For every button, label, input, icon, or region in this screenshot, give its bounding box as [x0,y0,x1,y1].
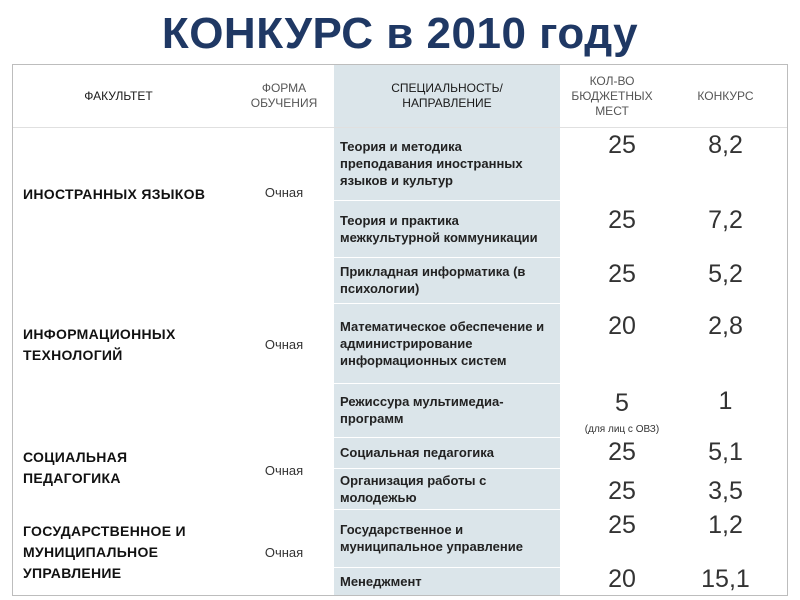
header-competition: КОНКУРС [697,88,754,103]
form-information-technologies: Очная [264,337,304,352]
faculty-information-technologies: ИНФОРМАЦИОННЫХ ТЕХНОЛОГИЙ [23,325,176,363]
specialty-cell: Теория и практика межкультурной коммуникации [340,212,538,245]
faculty-state-municipal-management: ГОСУДАРСТВЕННОЕ И МУНИЦИПАЛЬНОЕ УПРАВЛЕНИЕ [23,522,186,581]
budget-places-value: 5 [615,389,629,417]
specialty-cell: Теория и методика преподавания иностранных языков и культур [340,139,523,188]
competition-value: 5,1 [708,438,743,466]
specialty-cell: Прикладная информатика (в психологии) [340,264,526,296]
header-form: ФОРМА ОБУЧЕНИЯ [250,81,318,110]
budget-places-value: 25 [608,438,636,466]
specialty-cell: Социальная педагогика [340,445,494,460]
competition-value: 1 [718,387,733,415]
specialty-cell: Режиссура мультимедиа-программ [340,394,504,426]
faculty-social-pedagogy: СОЦИАЛЬНАЯ ПЕДАГОГИКА [23,449,128,486]
specialty-cell: Государственное и муниципальное управление [340,522,523,554]
budget-places-value: 25 [608,206,636,234]
page-title: КОНКУРС в 2010 году [161,9,639,58]
budget-places-value: 25 [608,511,636,539]
competition-value: 1,2 [708,511,743,539]
competition-value: 7,2 [708,206,743,234]
specialty-cell: Математическое обеспечение и администрирование информационных систем [340,318,545,368]
competition-value: 8,2 [708,131,743,159]
competition-value: 5,2 [708,260,743,288]
competition-table [12,64,788,596]
form-social-pedagogy: Очная [264,462,304,478]
budget-places-value: 25 [608,260,636,288]
competition-value: 3,5 [708,477,743,505]
faculty-foreign-languages: ИНОСТРАННЫХ ЯЗЫКОВ [23,186,206,202]
header-budget-places: КОЛ-ВО БЮДЖЕТНЫХ МЕСТ [571,73,653,118]
specialty-cell: Менеджмент [340,573,422,589]
form-foreign-languages: Очная [264,184,304,200]
budget-places-value: 25 [608,131,636,159]
budget-places-note: (для лиц с ОВЗ) [584,424,660,435]
budget-places-value: 25 [608,477,636,505]
specialty-cell: Организация работы с молодежью [340,472,487,505]
competition-value: 15,1 [701,565,750,593]
budget-places-value: 20 [608,565,636,593]
header-faculty: ФАКУЛЬТЕТ [84,88,153,103]
form-state-municipal-management: Очная [264,544,304,560]
budget-places-value: 20 [608,312,636,340]
header-specialty: СПЕЦИАЛЬНОСТЬ/ НАПРАВЛЕНИЕ [391,81,503,110]
competition-value: 2,8 [708,312,743,340]
